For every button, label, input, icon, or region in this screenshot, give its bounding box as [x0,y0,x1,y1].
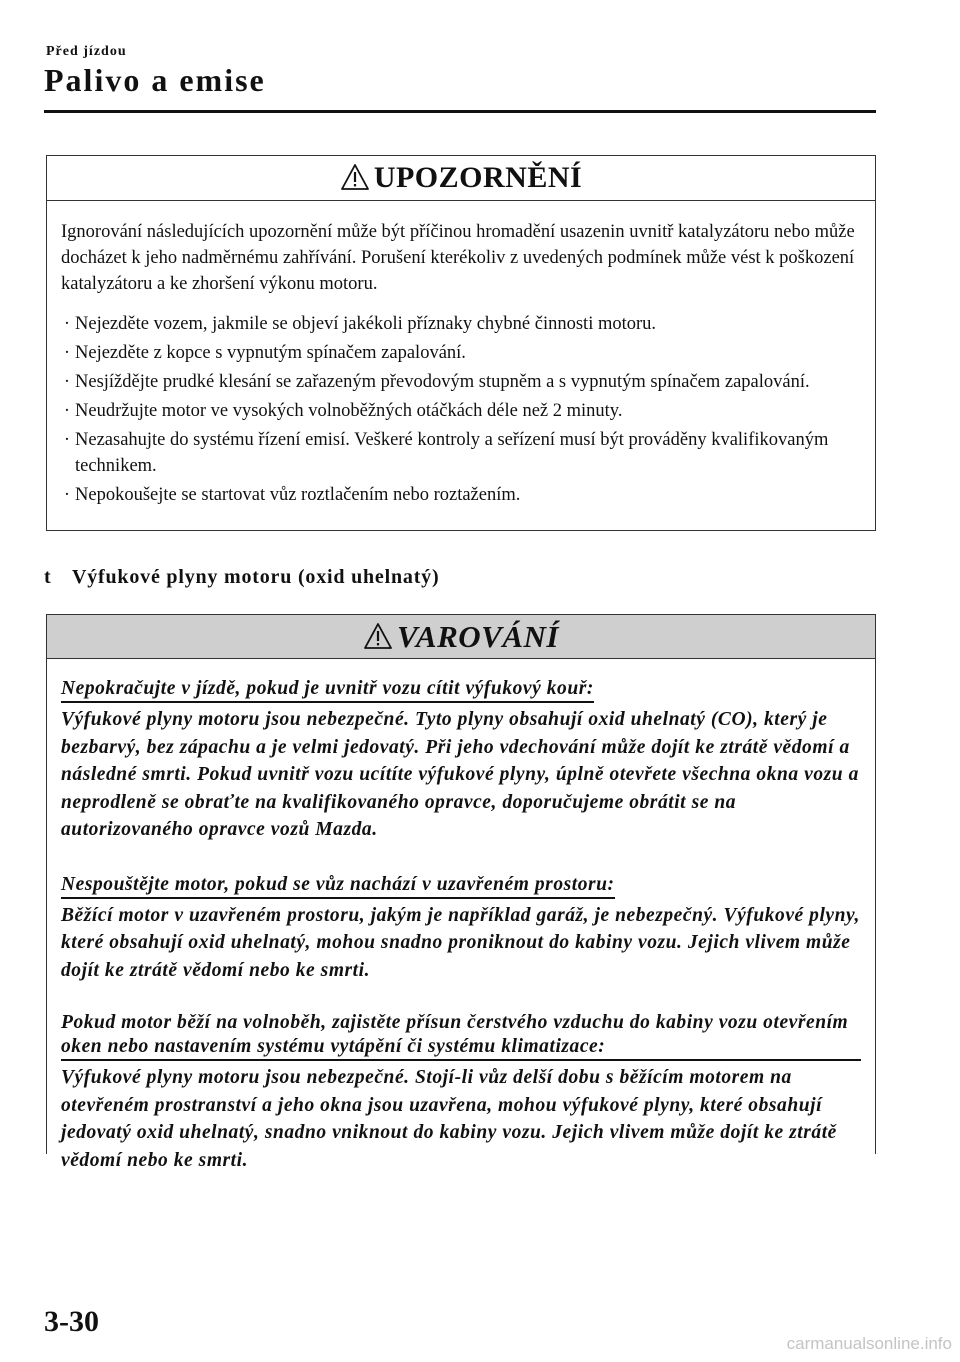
watermark: carmanualsonline.info [786,1334,952,1353]
warning-box [46,614,876,1171]
bullet-dot: · [63,401,71,421]
warning-triangle-icon [363,622,393,650]
warning-body [61,675,861,1174]
title-divider [44,110,876,113]
warning-subheading: Nespouštějte motor, pokud se vůz nachází v uzavřeném prostoru: [61,873,615,899]
bullet-dot: · [63,372,71,392]
list-item: · Nejezděte vozem, jakmile se objeví jakékoli příznaky chybné činnosti motoru. [61,311,861,337]
warning-subheading: Pokud motor běží na volnoběh, zajistěte přísun čerstvého vzduchu do kabiny vozu otevřením oken nebo nastavením systému vytápění či systému klimatizace: [61,1011,861,1061]
bullet-dot: · [63,314,71,334]
bullet-dot: · [63,430,71,450]
list-item: · Nezasahujte do systému řízení emisí. Veškeré kontroly a seřízení musí být prováděny kvalifikovaným technikem. [61,427,861,479]
warning-text: Výfukové plyny motoru jsou nebezpečné. Tyto plyny obsahují oxid uhelnatý (CO), který je bezbarvý, bez zápachu a je velmi jedovatý. Při jeho vdechování může dojít ke ztrátě vědomí a následné smrti. Pokud uvnitř vozu ucítíte výfukové plyny, úplně otevřete všechna okna vozu a neprodleně se obraťte na kvalifikovaného opravce, doporučujeme obrátit se na autorizovaného opravce vozů Mazda. [61,709,859,840]
list-item: · Neudržujte motor ve vysokých volnoběžných otáčkách déle než 2 minuty. [61,398,861,424]
section-heading-text: Výfukové plyny motoru (oxid uhelnatý) [72,566,440,588]
page-number: 3-30 [44,1305,99,1338]
caution-intro: Ignorování následujících upozornění může být příčinou hromadění usazenin uvnitř katalyzátoru nebo může docházet k jeho nadměrnému zahřívání. Porušení kterékoliv z uvedených podmínek může vést k poškození katalyzátoru a ke zhoršení výkonu motoru. [61,222,855,294]
caution-header [47,156,875,201]
warning-header [47,615,875,659]
bullet-dot: · [63,485,71,505]
list-item: · Nejezděte z kopce s vypnutým spínačem zapalování. [61,340,861,366]
page-title: Palivo a emise [44,62,266,98]
warning-text: Výfukové plyny motoru jsou nebezpečné. Stojí-li vůz delší dobu s běžícím motorem na otevřeném prostranství a jeho okna jsou uzavřena, mohou výfukové plyny, které obsahují jedovatý oxid uhelnatý, snadno vniknout do kabiny vozu. Jejich vlivem může dojít ke ztrátě vědomí nebo ke smrti. [61,1067,837,1171]
caution-box [46,155,876,531]
warning-text: Běžící motor v uzavřeném prostoru, jakým je například garáž, je nebezpečný. Výfukové plyny, které obsahují oxid uhelnatý, mohou snadno proniknout do kabiny vozu. Jejich vlivem může dojít ke ztrátě vědomí nebo ke smrti. [61,904,860,981]
section-heading [44,566,439,589]
caution-bullet-list [61,311,861,508]
section-marker: t [44,566,52,588]
list-item: · Nepokoušejte se startovat vůz roztlačením nebo roztažením. [61,482,861,508]
warning-subheading: Nepokračujte v jízdě, pokud je uvnitř vozu cítit výfukový kouř: [61,677,594,703]
breadcrumb: Před jízdou [46,44,127,59]
warning-paragraph [61,1011,861,1174]
list-item: · Nesjíždějte prudké klesání se zařazeným převodovým stupněm a s vypnutým spínačem zapalování. [61,369,861,395]
caution-heading: UPOZORNĚNÍ [373,161,583,194]
warning-heading: VAROVÁNÍ [397,618,559,654]
warning-triangle-icon [340,163,370,191]
warning-paragraph [61,871,861,985]
bullet-dot: · [63,343,71,363]
warning-paragraph [61,675,861,844]
